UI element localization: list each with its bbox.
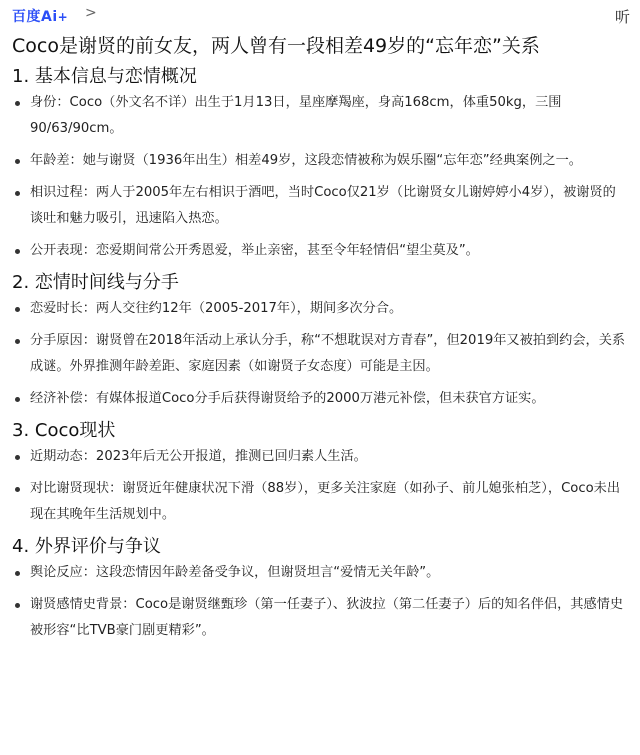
list-item: 分手原因：谢贤曾在2018年活动上承认分手，称“不想耽误对方青春”，但2019年又被拍到约会，关系成谜。外界推测年龄差距、家庭因素（如谢贤子女态度）可能是主因。 bbox=[12, 328, 628, 380]
brand-text: 百度Ai bbox=[12, 9, 58, 25]
baidu-ai-logo[interactable] bbox=[12, 6, 68, 26]
list-item: 近期动态：2023年后无公开报道，推测已回归素人生活。 bbox=[12, 444, 628, 470]
list-item: 对比谢贤现状：谢贤近年健康状况下滑（88岁），更多关注家庭（如孙子、前儿媳张柏芝），Coco未出现在其晚年生活规划中。 bbox=[12, 476, 628, 528]
brand-plus: + bbox=[57, 10, 69, 24]
listen-button[interactable]: 听 bbox=[614, 8, 630, 26]
section-list-timeline bbox=[0, 296, 640, 412]
list-item: 年龄差：她与谢贤（1936年出生）相差49岁，这段恋情被称为娱乐圈“忘年恋”经典案例之一。 bbox=[12, 148, 628, 174]
section-heading-basic-info: 1. 基本信息与恋情概况 bbox=[12, 66, 197, 87]
section-list-public-opinion bbox=[0, 560, 640, 644]
section-heading-current-status: 3. Coco现状 bbox=[12, 420, 116, 441]
list-item: 身份：Coco（外文名不详）出生于1月13日，星座摩羯座，身高168cm，体重50kg，三围90/63/90cm。 bbox=[12, 90, 628, 142]
chevron-right-icon[interactable]: > bbox=[85, 5, 97, 21]
list-item: 舆论反应：这段恋情因年龄差备受争议，但谢贤坦言“爱情无关年龄”。 bbox=[12, 560, 628, 586]
section-list-current-status bbox=[0, 444, 640, 528]
section-list-basic-info bbox=[0, 90, 640, 264]
list-item: 公开表现：恋爱期间常公开秀恩爱，举止亲密，甚至令年轻情侣“望尘莫及”。 bbox=[12, 238, 628, 264]
answer-title: Coco是谢贤的前女友，两人曾有一段相差49岁的“忘年恋”关系 bbox=[12, 35, 540, 57]
list-item: 相识过程：两人于2005年左右相识于酒吧，当时Coco仅21岁（比谢贤女儿谢婷婷小4岁），被谢贤的谈吐和魅力吸引，迅速陷入热恋。 bbox=[12, 180, 628, 232]
section-heading-public-opinion: 4. 外界评价与争议 bbox=[12, 536, 161, 557]
section-heading-timeline: 2. 恋情时间线与分手 bbox=[12, 272, 179, 293]
list-item: 经济补偿：有媒体报道Coco分手后获得谢贤给予的2000万港元补偿，但未获官方证实。 bbox=[12, 386, 628, 412]
list-item: 谢贤感情史背景：Coco是谢贤继甄珍（第一任妻子）、狄波拉（第二任妻子）后的知名伴侣，其感情史被形容“比TVB豪门剧更精彩”。 bbox=[12, 592, 628, 644]
top-bar bbox=[0, 0, 640, 30]
list-item: 恋爱时长：两人交往约12年（2005-2017年），期间多次分合。 bbox=[12, 296, 628, 322]
